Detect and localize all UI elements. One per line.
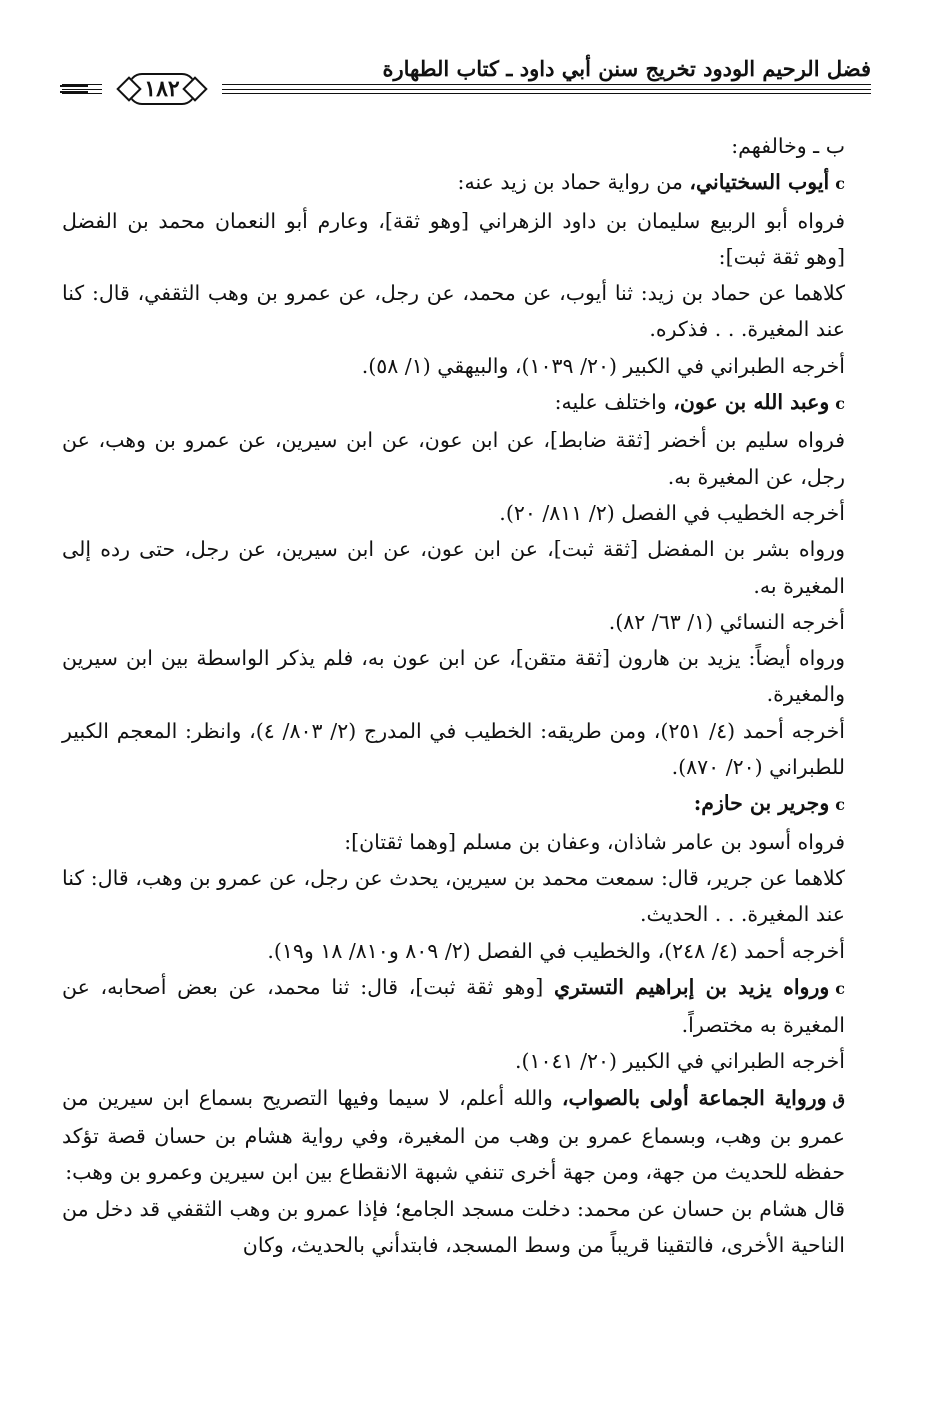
bold-lead: ورواه يزيد بن إبراهيم التستري bbox=[553, 974, 830, 999]
page-number: ١٨٢ bbox=[128, 73, 195, 105]
paragraph bbox=[62, 384, 871, 422]
paragraph-text: أخرجه الخطيب في الفصل (٢/ ٨١١/ ٢٠). bbox=[499, 500, 845, 525]
paragraph bbox=[62, 203, 871, 276]
paragraph-text: فرواه أبو الربيع سليمان بن داود الزهراني [وهو ثقة]، وعارم أبو النعمان محمد بن الفضل [وهو ثقة ثبت]: bbox=[62, 208, 845, 269]
bold-lead: أيوب السختياني، bbox=[689, 170, 830, 195]
paragraph-text: كلاهما عن جرير، قال: سمعت محمد بن سيرين، يحدث عن رجل، عن عمرو بن وهب، قال: كنا عند المغيرة. . . الحديث. bbox=[62, 865, 845, 927]
header-title: فضل الرحيم الودود تخريج سنن أبي داود ـ كتاب الطهارة bbox=[382, 56, 871, 81]
bold-lead: وجرير بن حازم: bbox=[693, 791, 830, 816]
paragraph bbox=[62, 640, 871, 713]
paragraph bbox=[62, 713, 871, 786]
page-number-frame bbox=[102, 72, 222, 106]
paragraph-text: أخرجه الطبراني في الكبير (٢٠/ ١٠٤١). bbox=[514, 1049, 845, 1074]
paragraph-text: والله أعلم، لا سيما وفيها التصريح بسماع ابن سيرين من عمرو بن وهب، وبسماع عمرو بن وهب من المغيرة، وفي رواية هشام بن حسان قصة تؤكد حفظه للحديث من جهة، ومن جهة أخرى تنفي شبهة الانقطاع بين ابن سيرين وعمرو بن وهب: bbox=[62, 1085, 845, 1185]
paragraph bbox=[62, 275, 871, 348]
body-text bbox=[62, 128, 871, 1263]
header-ornament-line bbox=[60, 91, 88, 93]
header-ornament-line bbox=[60, 85, 88, 87]
paragraph-text: واختلف عليه: bbox=[554, 390, 674, 415]
running-header bbox=[62, 52, 871, 100]
paragraph-text: ب ـ وخالفهم: bbox=[731, 134, 845, 158]
paragraph bbox=[62, 495, 871, 531]
paragraph bbox=[62, 785, 871, 823]
paragraph bbox=[62, 348, 871, 384]
paragraph bbox=[62, 164, 871, 202]
paragraph-text: ورواه بشر بن المفضل [ثقة ثبت]، عن ابن عون، عن ابن سيرين، عن رجل، حتى رده إلى المغيرة به. bbox=[62, 537, 845, 598]
paragraph bbox=[62, 531, 871, 604]
paragraph bbox=[62, 128, 871, 164]
bullet-icon: c bbox=[835, 978, 845, 998]
paragraph bbox=[62, 1191, 871, 1264]
bold-lead: ورواية الجماعة أولى بالصواب، bbox=[561, 1085, 827, 1110]
paragraph-text: أخرجه الطبراني في الكبير (٢٠/ ١٠٣٩)، والبيهقي (١/ ٥٨). bbox=[361, 353, 845, 378]
paragraph bbox=[62, 422, 871, 495]
paragraph-text: [وهو ثقة ثبت]، قال: ثنا محمد، عن بعض أصحابه، عن المغيرة به مختصراً. bbox=[62, 974, 845, 1038]
paragraph bbox=[62, 969, 871, 1044]
paragraph-text: أخرجه أحمد (٤/ ٢٥١)، ومن طريقه: الخطيب في المدرج (٢/ ٨٠٣/ ٤)، وانظر: المعجم الكبير للطبراني (٢٠/ ٨٧٠). bbox=[62, 718, 845, 780]
bullet-icon: c bbox=[835, 394, 845, 414]
bullet-icon: c bbox=[835, 795, 845, 815]
paragraph-text: كلاهما عن حماد بن زيد: ثنا أيوب، عن محمد، عن رجل، عن عمرو بن وهب الثقفي، قال: كنا عند المغيرة. . . فذكره. bbox=[62, 281, 845, 342]
bullet-icon: ق bbox=[832, 1089, 845, 1109]
paragraph-text: من رواية حماد بن زيد عنه: bbox=[457, 170, 690, 195]
bold-lead: وعبد الله بن عون، bbox=[673, 390, 830, 415]
paragraph-text: فرواه أسود بن عامر شاذان، وعفان بن مسلم [وهما ثقتان]: bbox=[344, 829, 845, 854]
paragraph-text: فرواه سليم بن أخضر [ثقة ضابط]، عن ابن عون، عن ابن سيرين، عن عمرو بن وهب، عن رجل، عن المغيرة به. bbox=[62, 428, 845, 489]
paragraph bbox=[62, 604, 871, 640]
paragraph-text: أخرجه أحمد (٤/ ٢٤٨)، والخطيب في الفصل (٢/ ٨٠٩ و٨١٠/ ١٨ و١٩). bbox=[267, 938, 845, 963]
paragraph bbox=[62, 824, 871, 860]
paragraph bbox=[62, 933, 871, 969]
paragraph bbox=[62, 860, 871, 933]
paragraph bbox=[62, 1080, 871, 1191]
paragraph-text: أخرجه النسائي (١/ ٦٣/ ٨٢). bbox=[608, 609, 845, 634]
paragraph-text: ورواه أيضاً: يزيد بن هارون [ثقة متقن]، عن ابن عون به، فلم يذكر الواسطة بين ابن سيرين والمغيرة. bbox=[62, 646, 845, 707]
paragraph bbox=[62, 1043, 871, 1079]
bullet-icon: c bbox=[835, 174, 845, 194]
paragraph-text: قال هشام بن حسان عن محمد: دخلت مسجد الجامع؛ فإذا عمرو بن وهب الثقفي قد دخل من الناحية الأخرى، فالتقينا قريباً من وسط المسجد، فابتدأني بالحديث، وكان bbox=[62, 1196, 845, 1257]
